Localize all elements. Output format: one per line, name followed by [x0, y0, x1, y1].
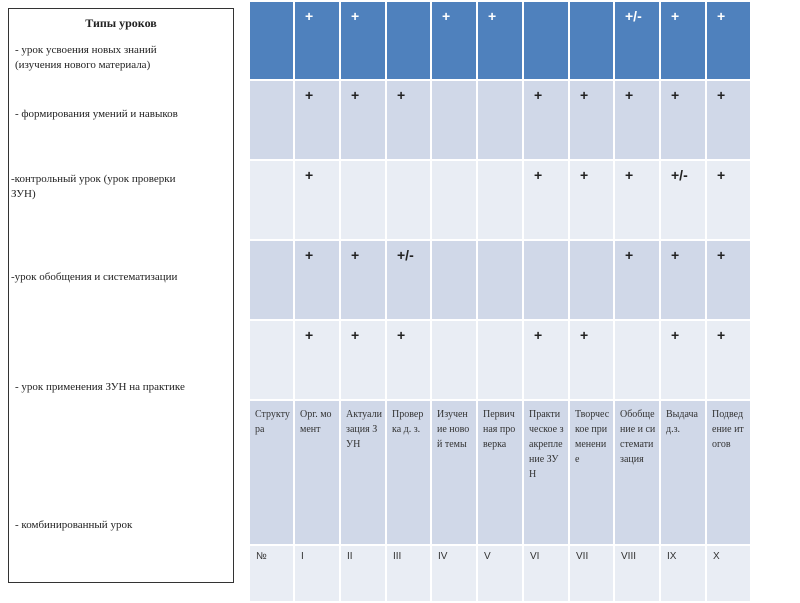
- table-cell: [431, 160, 477, 240]
- table-cell: +: [523, 320, 569, 400]
- lesson-type-skills: - формирования умений и навыков: [15, 108, 178, 120]
- number-cell: IX: [660, 545, 706, 602]
- table-cell: [477, 160, 523, 240]
- table-cell: [477, 240, 523, 320]
- table-cell: +: [294, 80, 340, 160]
- table-cell: +: [294, 320, 340, 400]
- number-cell: №: [249, 545, 294, 602]
- table-cell: +: [569, 160, 614, 240]
- table-cell: +: [386, 320, 431, 400]
- stage-header-row: [249, 400, 751, 545]
- lesson-type-new-knowledge: - урок усвоения новых знаний (изучения нового материала): [15, 44, 157, 71]
- table-cell: +: [660, 1, 706, 80]
- number-cell: V: [477, 545, 523, 602]
- table-cell: +: [614, 80, 660, 160]
- stage-cell: Обобщение и систематизация: [614, 400, 660, 545]
- table-cell: [249, 240, 294, 320]
- lesson-types-title: Типы уроков: [85, 16, 157, 30]
- table-cell: [386, 160, 431, 240]
- table-cell: [477, 320, 523, 400]
- table-row: [249, 240, 751, 320]
- table-cell: +: [706, 320, 751, 400]
- table-cell: [340, 160, 386, 240]
- number-cell: I: [294, 545, 340, 602]
- stage-cell: Выдача д.з.: [660, 400, 706, 545]
- table-cell: [386, 1, 431, 80]
- table-cell: [523, 1, 569, 80]
- number-cell: VIII: [614, 545, 660, 602]
- table-row: [249, 160, 751, 240]
- table-cell: +: [614, 160, 660, 240]
- table-cell: +: [431, 1, 477, 80]
- table-row: [249, 320, 751, 400]
- stage-cell: Подведение итогов: [706, 400, 751, 545]
- table-cell: +: [294, 1, 340, 80]
- table-cell: +: [340, 320, 386, 400]
- table-cell: [569, 1, 614, 80]
- table-cell: +: [660, 320, 706, 400]
- stage-number-row: [249, 545, 751, 602]
- stage-cell: Структура: [249, 400, 294, 545]
- table-cell: +: [340, 80, 386, 160]
- lesson-types-panel: [8, 8, 234, 583]
- number-cell: III: [386, 545, 431, 602]
- stage-cell: Орг. момент: [294, 400, 340, 545]
- lesson-type-generalization: -урок обобщения и систематизации: [11, 271, 178, 283]
- table-cell: [249, 80, 294, 160]
- table-cell: +: [294, 240, 340, 320]
- table-cell: +: [386, 80, 431, 160]
- table-cell: [569, 240, 614, 320]
- table-cell: [431, 80, 477, 160]
- table-cell: +: [706, 80, 751, 160]
- table-cell: [249, 160, 294, 240]
- table-cell: +: [569, 80, 614, 160]
- table-cell: +: [523, 80, 569, 160]
- table-cell: +: [569, 320, 614, 400]
- number-cell: IV: [431, 545, 477, 602]
- stage-cell: Изучение новой темы: [431, 400, 477, 545]
- table-cell: +: [706, 160, 751, 240]
- table-cell: +/-: [386, 240, 431, 320]
- lesson-type-control: -контрольный урок (урок проверки ЗУН): [11, 173, 176, 200]
- lesson-type-practice: - урок применения ЗУН на практике: [15, 381, 185, 393]
- stage-cell: Первичная проверка: [477, 400, 523, 545]
- table-cell: +: [614, 240, 660, 320]
- table-row: [249, 1, 751, 80]
- table-cell: +: [523, 160, 569, 240]
- table-cell: +: [706, 240, 751, 320]
- table-cell: +: [660, 240, 706, 320]
- table-row: [249, 80, 751, 160]
- stage-cell: Актуализация ЗУН: [340, 400, 386, 545]
- number-cell: VII: [569, 545, 614, 602]
- table-cell: [523, 240, 569, 320]
- table-cell: [431, 240, 477, 320]
- table-cell: +: [340, 1, 386, 80]
- number-cell: VI: [523, 545, 569, 602]
- stage-cell: Творческое применение: [569, 400, 614, 545]
- table-cell: +/-: [614, 1, 660, 80]
- table-cell: +: [477, 1, 523, 80]
- table-cell: +: [294, 160, 340, 240]
- table-cell: [614, 320, 660, 400]
- lesson-type-combined: - комбинированный урок: [15, 519, 133, 531]
- table-cell: [249, 320, 294, 400]
- table-cell: [477, 80, 523, 160]
- table-cell: +: [706, 1, 751, 80]
- stage-cell: Практическое закрепление ЗУН: [523, 400, 569, 545]
- stage-cell: Проверка д. з.: [386, 400, 431, 545]
- table-cell: [431, 320, 477, 400]
- table-cell: +: [660, 80, 706, 160]
- table-cell: +: [340, 240, 386, 320]
- number-cell: II: [340, 545, 386, 602]
- table-cell: +/-: [660, 160, 706, 240]
- number-cell: X: [706, 545, 751, 602]
- lesson-structure-table: [248, 0, 752, 603]
- table-cell: [249, 1, 294, 80]
